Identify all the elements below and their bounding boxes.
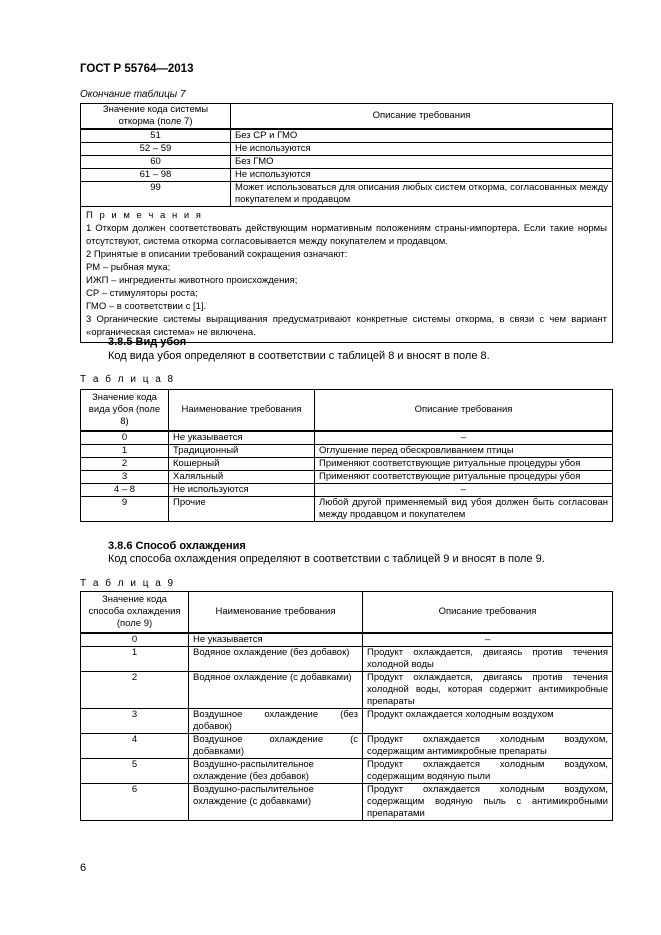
table-cell: 3 [81, 708, 189, 733]
table-cell: Традиционный [169, 444, 315, 457]
table-cell: – [315, 431, 613, 445]
table-cell: 1 [81, 444, 169, 457]
table-header-row [81, 104, 613, 130]
table-cell: Продукт охлаждается, двигаясь против течения холодной воды, которая содержит антимикробные препараты [363, 671, 613, 708]
table-row [81, 169, 613, 182]
table-cell: Не указывается [169, 431, 315, 445]
table-cell: 2 [81, 671, 189, 708]
table-cell: Продукт охлаждается холодным воздухом, содержащим антимикробные препараты [363, 733, 613, 758]
table7 [80, 103, 613, 343]
table-cell: 0 [81, 633, 189, 647]
table-row [81, 633, 613, 647]
table-header-cell: Значение кода вида убоя (поле 8) [81, 390, 169, 431]
table-cell: Воздушно-распылительное охлаждение (без добавок) [189, 758, 363, 783]
table-cell: Без СР и ГМО [231, 129, 613, 143]
table-cell: Продукт охлаждается холодным воздухом, содержащим водяную пыль с антимикробными препаратами [363, 783, 613, 820]
table-cell: 2 [81, 457, 169, 470]
table-cell: 9 [81, 496, 169, 521]
table-row [81, 470, 613, 483]
table-row [81, 129, 613, 143]
page-number: 6 [80, 862, 87, 874]
note-line: СР – стимуляторы роста; [86, 288, 198, 299]
table-row [81, 431, 613, 445]
table-row [81, 733, 613, 758]
table-cell: Прочие [169, 496, 315, 521]
table-cell: Не используются [231, 169, 613, 182]
table-cell: Воздушно-распылительное охлаждение (с добавками) [189, 783, 363, 820]
notes-title: П р и м е ч а н и я [86, 210, 203, 221]
table-cell: 4 – 8 [81, 483, 169, 496]
table-cell: Не указывается [189, 633, 363, 647]
table9-caption: Т а б л и ц а 9 [80, 578, 176, 589]
notes-row [81, 207, 613, 343]
table-row [81, 783, 613, 820]
table-cell: 60 [81, 156, 231, 169]
table-cell: 61 – 98 [81, 169, 231, 182]
table-cell: Оглушение перед обескровливанием птицы [315, 444, 613, 457]
table9 [80, 591, 613, 821]
table-header-cell: Наименование требования [169, 390, 315, 431]
table-header-cell: Описание требования [231, 104, 613, 130]
table-cell: 51 [81, 129, 231, 143]
section-title: 3.8.5 Вид убоя [108, 336, 187, 348]
table-cell: 0 [81, 431, 169, 445]
table-cell: Любой другой применяемый вид убоя должен быть согласован между продавцом и покупателем [315, 496, 613, 521]
note-line: ИЖП – ингредиенты животного происхождения; [86, 275, 298, 286]
table-cell: Не используются [231, 143, 613, 156]
table-cell: Воздушное охлаждение (без добавок) [189, 708, 363, 733]
section-text: Код способа охлаждения определяют в соответствии с таблицей 9 и вносят в поле 9. [108, 553, 545, 565]
table-cell: Применяют соответствующие ритуальные процедуры убоя [315, 457, 613, 470]
table-row [81, 156, 613, 169]
table8-caption: Т а б л и ц а 8 [80, 374, 176, 385]
table-cell: Продукт охлаждается холодным воздухом [363, 708, 613, 733]
table-row [81, 483, 613, 496]
table-cell: 52 – 59 [81, 143, 231, 156]
note-line: 3 Органические системы выращивания предусматривают конкретные системы откорма, в связи с чем вариант «органическая система» не включена. [86, 314, 607, 338]
table-cell: – [315, 483, 613, 496]
table-header-cell: Значение кода способа охлаждения (поле 9) [81, 592, 189, 633]
table-row [81, 182, 613, 207]
note-line: 1 Откорм должен соответствовать действующим нормативным положениям страны-импортера. Если такие нормы отсутствуют, система откорма согласовывается между покупателем и продавцом. [86, 223, 607, 247]
table-cell: Не используются [169, 483, 315, 496]
table-row [81, 496, 613, 521]
table-cell: 6 [81, 783, 189, 820]
table-header-cell: Описание требования [363, 592, 613, 633]
table-cell: Кошерный [169, 457, 315, 470]
table-row [81, 143, 613, 156]
table-cell: Воздушное охлаждение (с добавками) [189, 733, 363, 758]
table-cell: – [363, 633, 613, 647]
notes-cell [81, 207, 613, 343]
table-cell: 3 [81, 470, 169, 483]
table-header-row [81, 592, 613, 633]
note-line: ГМО – в соответствии с [1]. [86, 301, 207, 312]
table-row [81, 671, 613, 708]
section-title: 3.8.6 Способ охлаждения [108, 540, 246, 552]
table-cell: Продукт охлаждается холодным воздухом, содержащим водяную пыли [363, 758, 613, 783]
section-text: Код вида убоя определяют в соответствии с таблицей 8 и вносят в поле 8. [108, 350, 490, 362]
table-cell: Применяют соответствующие ритуальные процедуры убоя [315, 470, 613, 483]
table-cell: 1 [81, 646, 189, 671]
table-cell: 4 [81, 733, 189, 758]
table8 [80, 389, 613, 522]
document-code: ГОСТ Р 55764—2013 [80, 63, 194, 75]
table-row [81, 444, 613, 457]
table7-caption: Окончание таблицы 7 [80, 89, 186, 100]
table-header-cell: Наименование требования [189, 592, 363, 633]
table-row [81, 758, 613, 783]
table-row [81, 646, 613, 671]
table-cell: Халяльный [169, 470, 315, 483]
table-cell: Продукт охлаждается, двигаясь против течения холодной воды [363, 646, 613, 671]
table-cell: Может использоваться для описания любых систем откорма, согласованных между покупателем и продавцом [231, 182, 613, 207]
table-cell: 5 [81, 758, 189, 783]
note-line: 2 Принятые в описании требований сокращения означают: [86, 249, 348, 260]
table-cell: Водяное охлаждение (без добавок) [189, 646, 363, 671]
table-row [81, 457, 613, 470]
note-line: РМ – рыбная мука; [86, 262, 171, 273]
table-cell: Водяное охлаждение (с добавками) [189, 671, 363, 708]
table-row [81, 708, 613, 733]
table-header-cell: Значение кода системы откорма (поле 7) [81, 104, 231, 130]
table-cell: 99 [81, 182, 231, 207]
table-header-cell: Описание требования [315, 390, 613, 431]
table-cell: Без ГМО [231, 156, 613, 169]
table-header-row [81, 390, 613, 431]
